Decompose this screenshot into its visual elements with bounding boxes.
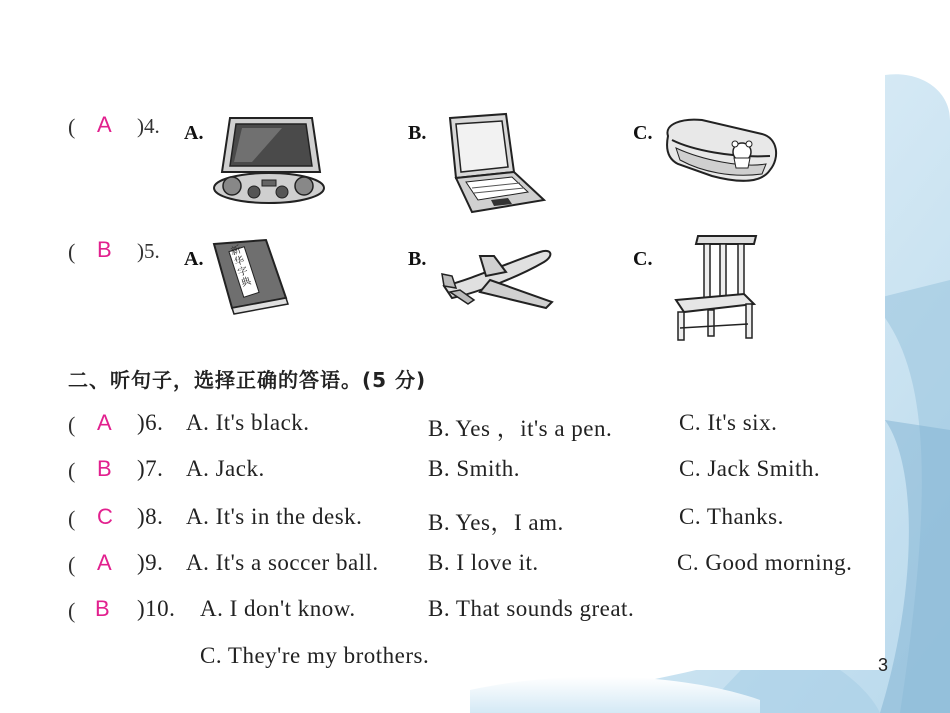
question-number: )9. (137, 550, 164, 575)
answer-mark: A (97, 112, 112, 137)
option-label: A. (184, 122, 204, 144)
option-b: B. That sounds great. (428, 596, 635, 621)
option-c: C. They're my brothers. (200, 643, 430, 668)
option-label: C. (633, 248, 653, 270)
question-number: )4. (137, 114, 160, 138)
question-number: )7. (137, 456, 164, 481)
answer-mark: B (97, 456, 112, 481)
option-c: C. Thanks. (679, 504, 784, 529)
option-label: A. (184, 248, 204, 270)
pencil-case-icon (662, 116, 780, 186)
paren-open: ( (68, 114, 76, 139)
option-a: A. It's a soccer ball. (186, 550, 379, 575)
question-number: )10. (137, 596, 176, 621)
laptop-icon (436, 112, 548, 216)
option-label: C. (633, 122, 653, 144)
paren-open: ( (68, 412, 76, 437)
paren-open: ( (68, 598, 76, 623)
book-title: 新华字典 (229, 244, 253, 290)
answer-mark: B (95, 596, 110, 621)
option-b: B. I love it. (428, 550, 539, 575)
answer-mark: C (97, 504, 113, 529)
option-a: A. It's in the desk. (186, 504, 363, 529)
answer-mark: B (97, 237, 112, 262)
option-b: B. Yes，I am. (428, 510, 564, 535)
page-number: 3 (878, 655, 889, 675)
question-number: )5. (137, 239, 160, 263)
chair-icon (668, 232, 760, 344)
airplane-icon (440, 246, 555, 312)
answer-mark: A (97, 410, 112, 435)
question-number: )8. (137, 504, 164, 529)
option-c: C. Good morning. (677, 550, 853, 575)
paren-open: ( (68, 458, 76, 483)
paren-open: ( (68, 506, 76, 531)
option-a: A. It's black. (186, 410, 310, 435)
option-a: A. Jack. (186, 456, 265, 481)
section-title: 二、听句子，选择正确的答语。(5 分) (68, 368, 427, 392)
paren-open: ( (68, 239, 76, 264)
answer-mark: A (97, 550, 112, 575)
option-b: B. Yes ，it's a pen. (428, 416, 613, 441)
option-c: C. It's six. (679, 410, 778, 435)
game-console-icon (212, 114, 327, 206)
option-a: A. I don't know. (200, 596, 356, 621)
option-c: C. Jack Smith. (679, 456, 821, 481)
option-label: B. (408, 248, 427, 270)
question-number: )6. (137, 410, 164, 435)
option-label: B. (408, 122, 427, 144)
option-b: B. Smith. (428, 456, 521, 481)
paren-open: ( (68, 552, 76, 577)
